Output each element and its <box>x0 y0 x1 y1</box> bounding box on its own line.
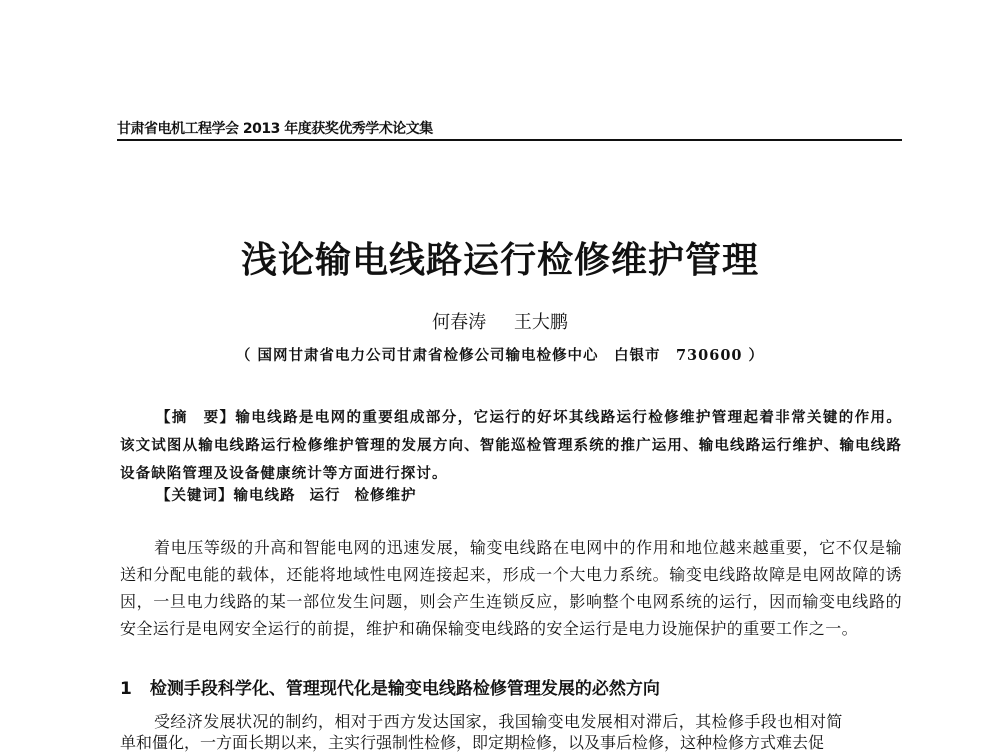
section-1-title: 检测手段科学化、管理现代化是输变电线路检修管理发展的必然方向 <box>149 679 660 699</box>
header-rule <box>117 139 902 141</box>
section-1-paragraph: 受经济发展状况的制约，相对于西方发达国家，我国输变电发展相对滞后，其检修手段也相对简 <box>154 712 843 731</box>
section-1-heading <box>120 674 902 699</box>
keyword-2: 运行 <box>309 487 341 504</box>
author-1: 何春涛 <box>432 312 487 333</box>
abstract <box>120 404 902 488</box>
paper-title: 浅论输电线路运行检修维护管理 <box>240 240 759 281</box>
keyword-1: 输电线路 <box>233 487 296 504</box>
keyword-3: 检修维护 <box>354 487 417 504</box>
author-2: 王大鹏 <box>513 312 568 333</box>
affiliation: （ 国网甘肃省电力公司甘肃省检修公司输电检修中心 白银市 730600 ） <box>235 347 765 364</box>
abstract-text: 输电线路是电网的重要组成部分，它运行的好坏其线路运行检修维护管理起着非常关键的作用。该文试图从输电线路运行检修维护管理的发展方向、智能巡检管理系统的推广运用、输电线路运行维护、输电线路设备缺陷管理及设备健康统计等方面进行探讨。 <box>120 409 902 482</box>
running-header: 甘肃省电机工程学会 2013 年度获奖优秀学术论文集 <box>117 121 433 137</box>
keywords-label: 【关键词】 <box>156 488 234 504</box>
intro-paragraph: 着电压等级的升高和智能电网的迅速发展，输变电线路在电网中的作用和地位越来越重要，它不仅是输送和分配电能的载体，还能将地域性电网连接起来，形成一个大电力系统。输变电线路故障是电网故障的诱因，一旦电力线路的某一部位发生问题，则会产生连锁反应，影响整个电网系统的运行，因而输变电线路的安全运行是电网安全运行的前提，维护和确保输变电线路的安全运行是电力设施保护的重要工作之一。 <box>120 538 902 638</box>
keywords <box>156 484 902 505</box>
section-1-number: 1 <box>120 679 132 699</box>
authors <box>0 308 1000 334</box>
abstract-label: 【摘 要】 <box>156 410 236 426</box>
section-1-paragraph-cut: 单和僵化，一方面长期以来，主实行强制性检修，即定期检修，以及事后检修，这种检修方式难去促 <box>120 733 825 752</box>
